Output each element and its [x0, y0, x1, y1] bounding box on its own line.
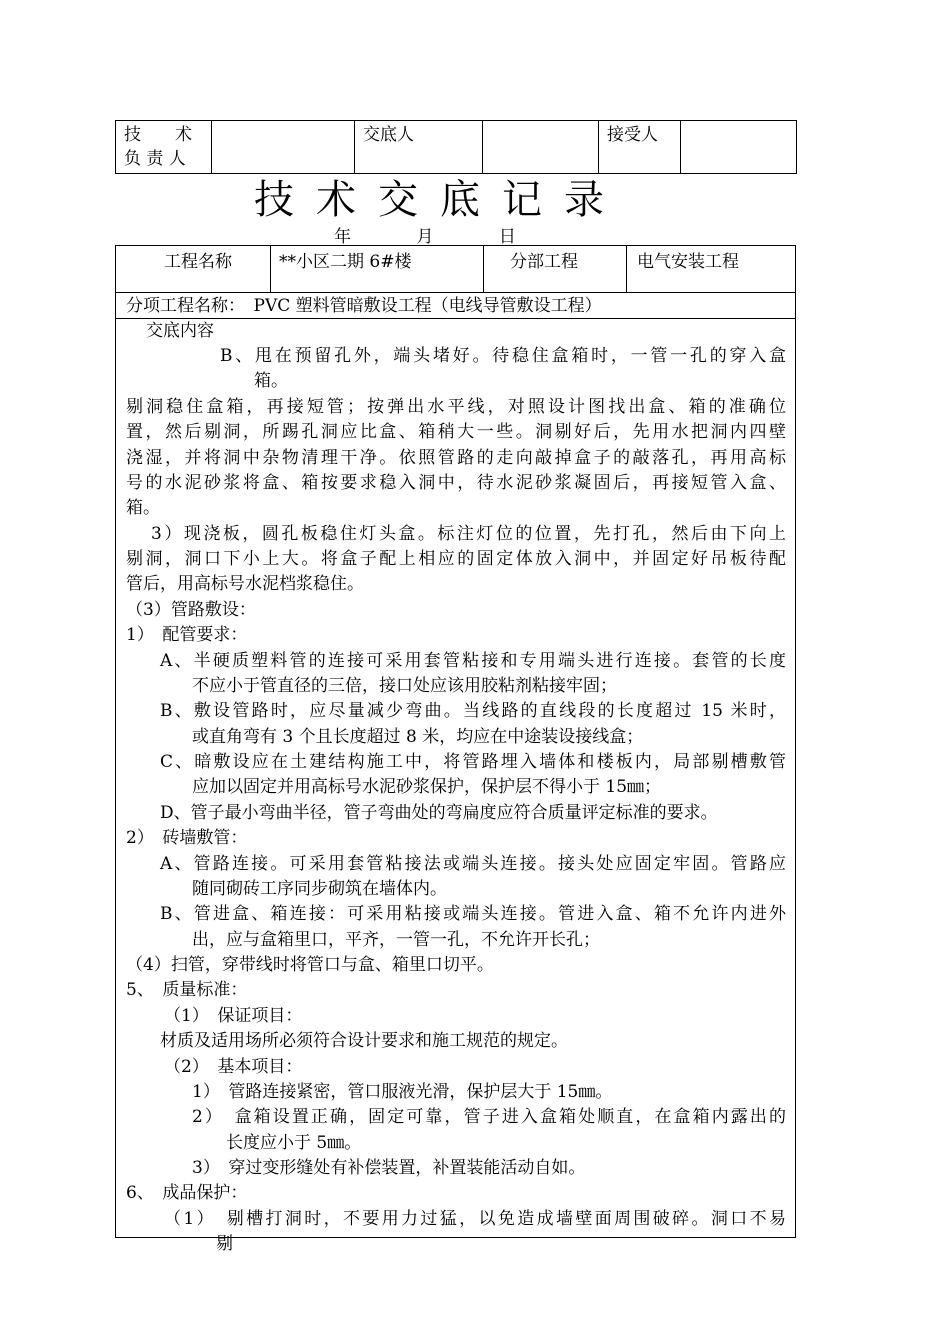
tech-lead-value[interactable]	[212, 121, 355, 174]
content-line: 置，然后剔洞，所踢孔洞应比盒、箱稍大一些。洞剔好后，先用水把洞内四壁	[126, 422, 786, 442]
content-line: 应加以固定并用高标号水泥砂浆保护，保护层不得小于 15㎜；	[192, 777, 662, 797]
receiver-value[interactable]	[681, 121, 797, 174]
project-name-value: **小区二期 6#楼	[271, 246, 484, 292]
content-line: 剔洞稳住盒箱，再接短管；按弹出水平线，对照设计图找出盒、箱的准确位	[126, 397, 786, 417]
content-line: 剔洞，洞口下小上大。将盒子配上相应的固定体放入洞中，并固定好吊板待配	[126, 549, 786, 569]
division-label: 分部工程	[484, 246, 627, 292]
signature-table	[115, 120, 797, 174]
content-line: A、管路连接。可采用套管粘接法或端头连接。接头处应固定牢固。管路应	[160, 854, 786, 874]
project-name-label: 工程名称	[116, 246, 271, 292]
document-title: 技术交底记录	[254, 177, 626, 223]
content-line: 出，应与盒箱里口，平齐，一管一孔，不允许开长孔；	[192, 930, 600, 950]
content-line: B、管进盒、箱连接：可采用粘接或端头连接。管进入盒、箱不允许内进外	[160, 904, 786, 924]
tech-lead-label-line1: 技 术	[124, 125, 192, 145]
content-line: 6、 成品保护：	[126, 1183, 248, 1203]
content-line: B、甩在预留孔外，端头堵好。待稳住盒箱时，一管一孔的穿入盒	[220, 346, 786, 366]
content-line: （3）管路敷设：	[126, 600, 256, 620]
content-line: 1） 管路连接紧密，管口服液光滑，保护层大于 15㎜。	[192, 1082, 613, 1102]
content-line: 管后，用高标号水泥档浆稳住。	[126, 574, 364, 594]
content-line: （1） 剔槽打洞时，不要用力过猛，以免造成墙壁面周围破碎。洞口不易	[164, 1209, 786, 1229]
tech-lead-label-line2: 负 责 人	[124, 149, 186, 169]
content-line: 浇湿，并将洞中杂物清理干净。依照管路的走向敲掉盒子的敲落孔，再用高标	[126, 448, 786, 468]
content-line: 2） 砖墙敷管：	[126, 828, 248, 848]
discloser-value[interactable]	[483, 121, 599, 174]
content-line: 材质及适用场所必须符合设计要求和施工规范的规定。	[160, 1031, 568, 1051]
content-label: 交底内容	[146, 321, 214, 341]
content-line: （2） 基本项目：	[164, 1057, 303, 1077]
discloser-label: 交底人	[355, 121, 483, 174]
receiver-label: 接受人	[599, 121, 681, 174]
content-line: D、管子最小弯曲半径，管子弯曲处的弯扁度应符合质量评定标准的要求。	[160, 803, 718, 823]
tech-lead-label	[116, 121, 212, 174]
project-info-row	[116, 246, 795, 293]
content-line: 5、 质量标准：	[126, 980, 248, 1000]
content-line: 不应小于管直径的三倍，接口处应该用胶粘剂粘接牢固；	[192, 676, 617, 696]
content-line: （4）扫管，穿带线时将管口与盒、箱里口切平。	[126, 955, 494, 975]
content-line: 3） 穿过变形缝处有补偿装置，补置装能活动自如。	[192, 1158, 586, 1178]
content-line: 或直角弯有 3 个且长度超过 8 米，均应在中途装设接线盒；	[192, 727, 644, 747]
content-line: 长度应小于 5㎜。	[226, 1133, 362, 1153]
content-line: 箱。	[126, 498, 160, 518]
subitem-row: 分项工程名称： PVC 塑料管暗敷设工程（电线导管敷设工程）	[116, 293, 795, 319]
content-line: 号的水泥砂浆将盒、箱按要求稳入洞中，待水泥砂浆凝固后，再接短管入盒、	[126, 473, 786, 493]
content-line: 3）现浇板，圆孔板稳住灯头盒。标注灯位的位置，先打孔，然后由下向上	[151, 524, 786, 544]
content-line: C、暗敷设应在土建结构施工中，将管路埋入墙体和楼板内，局部剔槽敷管	[160, 752, 786, 772]
content-line: （1） 保证项目：	[164, 1006, 303, 1026]
content-line: 2） 盒箱设置正确，固定可靠，管子进入盒箱处顺直，在盒箱内露出的	[192, 1107, 786, 1127]
content-line: 随同砌砖工序同步砌筑在墙体内。	[192, 879, 447, 899]
document-date: 年 月 日	[334, 227, 546, 247]
division-value: 电气安装工程	[637, 252, 739, 272]
content-line: A、半硬质塑料管的连接可采用套管粘接和专用端头进行连接。套管的长度	[160, 651, 786, 671]
content-line: 箱。	[254, 371, 288, 391]
content-line: 剔	[216, 1234, 233, 1254]
record-body	[115, 245, 796, 1254]
content-line: 1） 配管要求：	[126, 625, 248, 645]
content-line: B、敷设管路时，应尽量减少弯曲。当线路的直线段的长度超过 15 米时，	[160, 701, 786, 721]
